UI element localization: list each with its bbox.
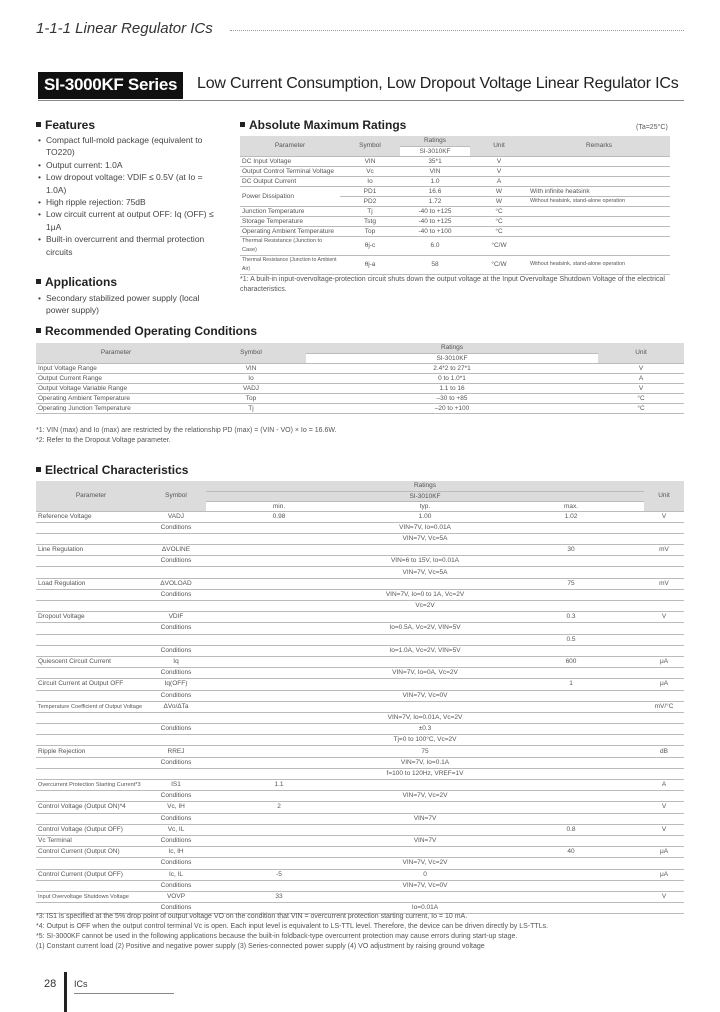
ec-note-5: *5: SI-3000KF cannot be used in the following applications because the built-in foldback-type overcurrent protection may cause errors during start-up stage. [36,933,518,940]
ec-col-unit: Unit [644,481,684,511]
table-row: Power Dissipation PD1 16.6 W With infinite heatsink [240,186,670,196]
ec-table [36,481,684,914]
ec-col-parameter: Parameter [36,481,146,511]
bullet-square-icon [36,122,41,127]
table-row: Conditions VIN=7V, Io=0A, Vc=2V [36,668,684,679]
table-row: Dropout Voltage VDIF 0.3 V [36,612,684,623]
table-row: Operating Junction Temperature Tj –20 to +100 °C [36,403,684,413]
ec-col-ratings: Ratings [206,481,644,491]
table-row: Output Current Range Io 0 to 1.0*1 A [36,373,684,383]
table-row: Operating Ambient Temperature Top –30 to +85 °C [36,393,684,403]
table-row: f=100 to 120Hz, VREF=1V [36,768,684,779]
table-row: Vc=2V [36,601,684,612]
table-row: Overcurrent Protection Starting Current*3 IS1 1.1 A [36,780,684,791]
ec-col-min: min. [206,501,352,511]
table-row: DC Input Voltage VIN 35*1 V [240,156,670,166]
amr-col-symbol: Symbol [340,136,400,156]
applications-list [38,292,218,317]
vc-terminal-label: Vc Terminal [38,837,72,844]
amr-heading: Absolute Maximum Ratings [240,118,406,132]
table-row: Ripple Rejection RREJ 75 dB [36,746,684,757]
roc-notes [36,426,684,446]
bullet-square-icon [36,467,41,472]
roc-heading: Recommended Operating Conditions [36,324,257,338]
table-row: Temperature Coefficient of Output Voltage ΔVo/ΔTa mV/°C [36,701,684,712]
chapter-title: 1-1-1 Linear Regulator ICs [36,20,213,37]
footer-section: ICs [74,979,88,989]
footer-bar [64,972,67,1012]
table-row: Conditions VIN=7V, Io=0 to 1A, Vc=2V [36,589,684,600]
table-row: Conditions VIN=7V, Io=0.1A [36,757,684,768]
table-row: Control Current (Output ON) Ic, IH 40 μA [36,847,684,858]
roc-part-number: SI-3010KF [306,353,598,363]
chapter-divider [230,30,684,31]
list-item: • Built-in overcurrent and thermal protection circuits [38,233,218,258]
amr-col-unit: Unit [470,136,528,156]
table-row: Output Voltage Variable Range VADJ 1.1 to 16 V [36,383,684,393]
amr-col-remarks: Remarks [528,136,670,156]
roc-col-symbol: Symbol [196,343,306,363]
amr-note: *1: A built-in input-overvoltage-protection circuit shuts down the output voltage at the Input Overvoltage Shutdown Voltage of the electrical characteristics. [240,276,665,293]
list-item: • Secondary stabilized power supply (local power supply) [38,292,218,317]
table-row: Conditions VIN=7V, Vc=0V [36,880,684,891]
table-row: Junction Temperature Tj -40 to +125 °C [240,206,670,216]
table-row: Conditions VIN=7V [36,813,684,824]
table-row: Conditions VIN=6 to 15V, Io=0.01A [36,556,684,567]
ec-col-symbol: Symbol [146,481,206,511]
ec-col-typ: typ. [352,501,498,511]
applications-heading: Applications [36,275,117,289]
ec-notes [36,912,684,952]
table-row: Operating Ambient Temperature Top -40 to +100 °C [240,226,670,236]
table-row: Storage Temperature Tstg -40 to +125 °C [240,216,670,226]
table-row: Control Voltage (Output ON)*4 Vc, IH 2 V [36,802,684,813]
list-item: • Compact full-mold package (equivalent to TO220) [38,134,218,159]
table-row: Conditions VIN=7V, Io=0.01A [36,522,684,533]
list-item: • Low circuit current at output OFF: Iq (OFF) ≤ 1μA [38,208,218,233]
ec-heading: Electrical Characteristics [36,463,188,477]
amr-temp-note: (Ta=25°C) [636,124,668,131]
bullet-square-icon [36,279,41,284]
list-item: • High ripple rejection: 75dB [38,196,218,208]
table-row: Conditions VIN=7V [36,835,684,846]
table-row: VIN=7V, Vc=5A [36,567,684,578]
amr-table [240,136,670,275]
table-row: Control Current (Output OFF) Ic, IL -5 0 μA [36,869,684,880]
ec-col-max: max. [498,501,644,511]
roc-table [36,343,684,414]
list-item: • Output current: 1.0A [38,159,218,171]
features-heading: Features [36,118,95,132]
page-number: 28 [44,978,57,990]
table-row: Circuit Current at Output OFF Iq(OFF) 1 μA [36,679,684,690]
series-subtitle: Low Current Consumption, Low Dropout Voltage Linear Regulator ICs [197,75,679,92]
table-row: Load Regulation ΔVOLOAD 75 mV [36,578,684,589]
table-row: Thermal Resistance (Junction to Ambient Air) θj-a 58 °C/W Without heatsink, stand-alone operation [240,255,670,274]
amr-col-ratings: Ratings [400,136,470,146]
ec-note-5-list: (1) Constant current load (2) Positive and negative power supply (3) Series-connected power supply (4) VO adjustment by raising ground voltage [36,943,485,950]
ec-part-number: SI-3010KF [206,491,644,501]
table-row: VIN=7V, Io=0.01A, Vc=2V [36,712,684,723]
series-rule [38,100,684,101]
table-row: DC Output Current Io 1.0 A [240,176,670,186]
footer-rule [74,993,174,994]
ec-note-4: *4: Output is OFF when the output control terminal Vc is open. Each input level is equivalent to LS-TTL level. Therefore, the device can be driven directly by LS-TTLs. [36,923,549,930]
table-row: PD2 1.72 W Without heatsink, stand-alone operation [240,196,670,206]
table-row: Conditions Io=0.5A, Vc=2V, VIN=5V [36,623,684,634]
table-row: 0.5 [36,634,684,645]
table-row: Conditions Io=0.01A [36,903,684,914]
roc-col-unit: Unit [598,343,684,363]
roc-col-ratings: Ratings [306,343,598,353]
series-name: SI-3000KF Series [38,72,183,99]
roc-note-1: *1: VIN (max) and Io (max) are restricted by the relationship PD (max) = (VIN - VO) × Io = 16.6W. [36,427,337,434]
ec-note-3: *3: IS1 is specified at the 5% drop point of output voltage VO on the condition that VIN = overcurrent protection starting current, Io = 10 mA. [36,913,468,920]
table-row: Input Overvoltage Shutdown Voltage VOVP 33 V [36,891,684,902]
table-row: Conditions VIN=7V, Vc=2V [36,858,684,869]
table-row: Thermal Resistance (Junction to Case) θj-c 6.0 °C/W [240,236,670,255]
table-row: Tj=0 to 100°C, Vc=2V [36,735,684,746]
features-list [38,134,218,258]
amr-col-parameter: Parameter [240,136,340,156]
amr-part-number: SI-3010KF [400,146,470,156]
table-row: Output Control Terminal Voltage Vc VIN V [240,166,670,176]
table-row: Quiescent Circuit Current Iq 600 μA [36,656,684,667]
table-row: Input Voltage Range VIN 2.4*2 to 27*1 V [36,363,684,373]
table-row: Conditions VIN=7V, Vc=0V [36,690,684,701]
table-row: Conditions VIN=7V, Vc=2V [36,791,684,802]
table-row: Line Regulation ΔVOLINE 30 mV [36,545,684,556]
table-row: Conditions Io=1.0A, Vc=2V, VIN=5V [36,645,684,656]
table-row: Control Voltage (Output OFF) Vc, IL 0.8 V [36,824,684,835]
list-item: • Low dropout voltage: VDIF ≤ 0.5V (at Io = 1.0A) [38,171,218,196]
table-row: VIN=7V, Vc=5A [36,533,684,544]
table-row: Reference Voltage VADJ 0.98 1.00 1.02 V [36,511,684,522]
roc-note-2: *2: Refer to the Dropout Voltage parameter. [36,437,171,444]
bullet-square-icon [240,122,245,127]
roc-col-parameter: Parameter [36,343,196,363]
bullet-square-icon [36,328,41,333]
table-row: Conditions ±0.3 [36,724,684,735]
